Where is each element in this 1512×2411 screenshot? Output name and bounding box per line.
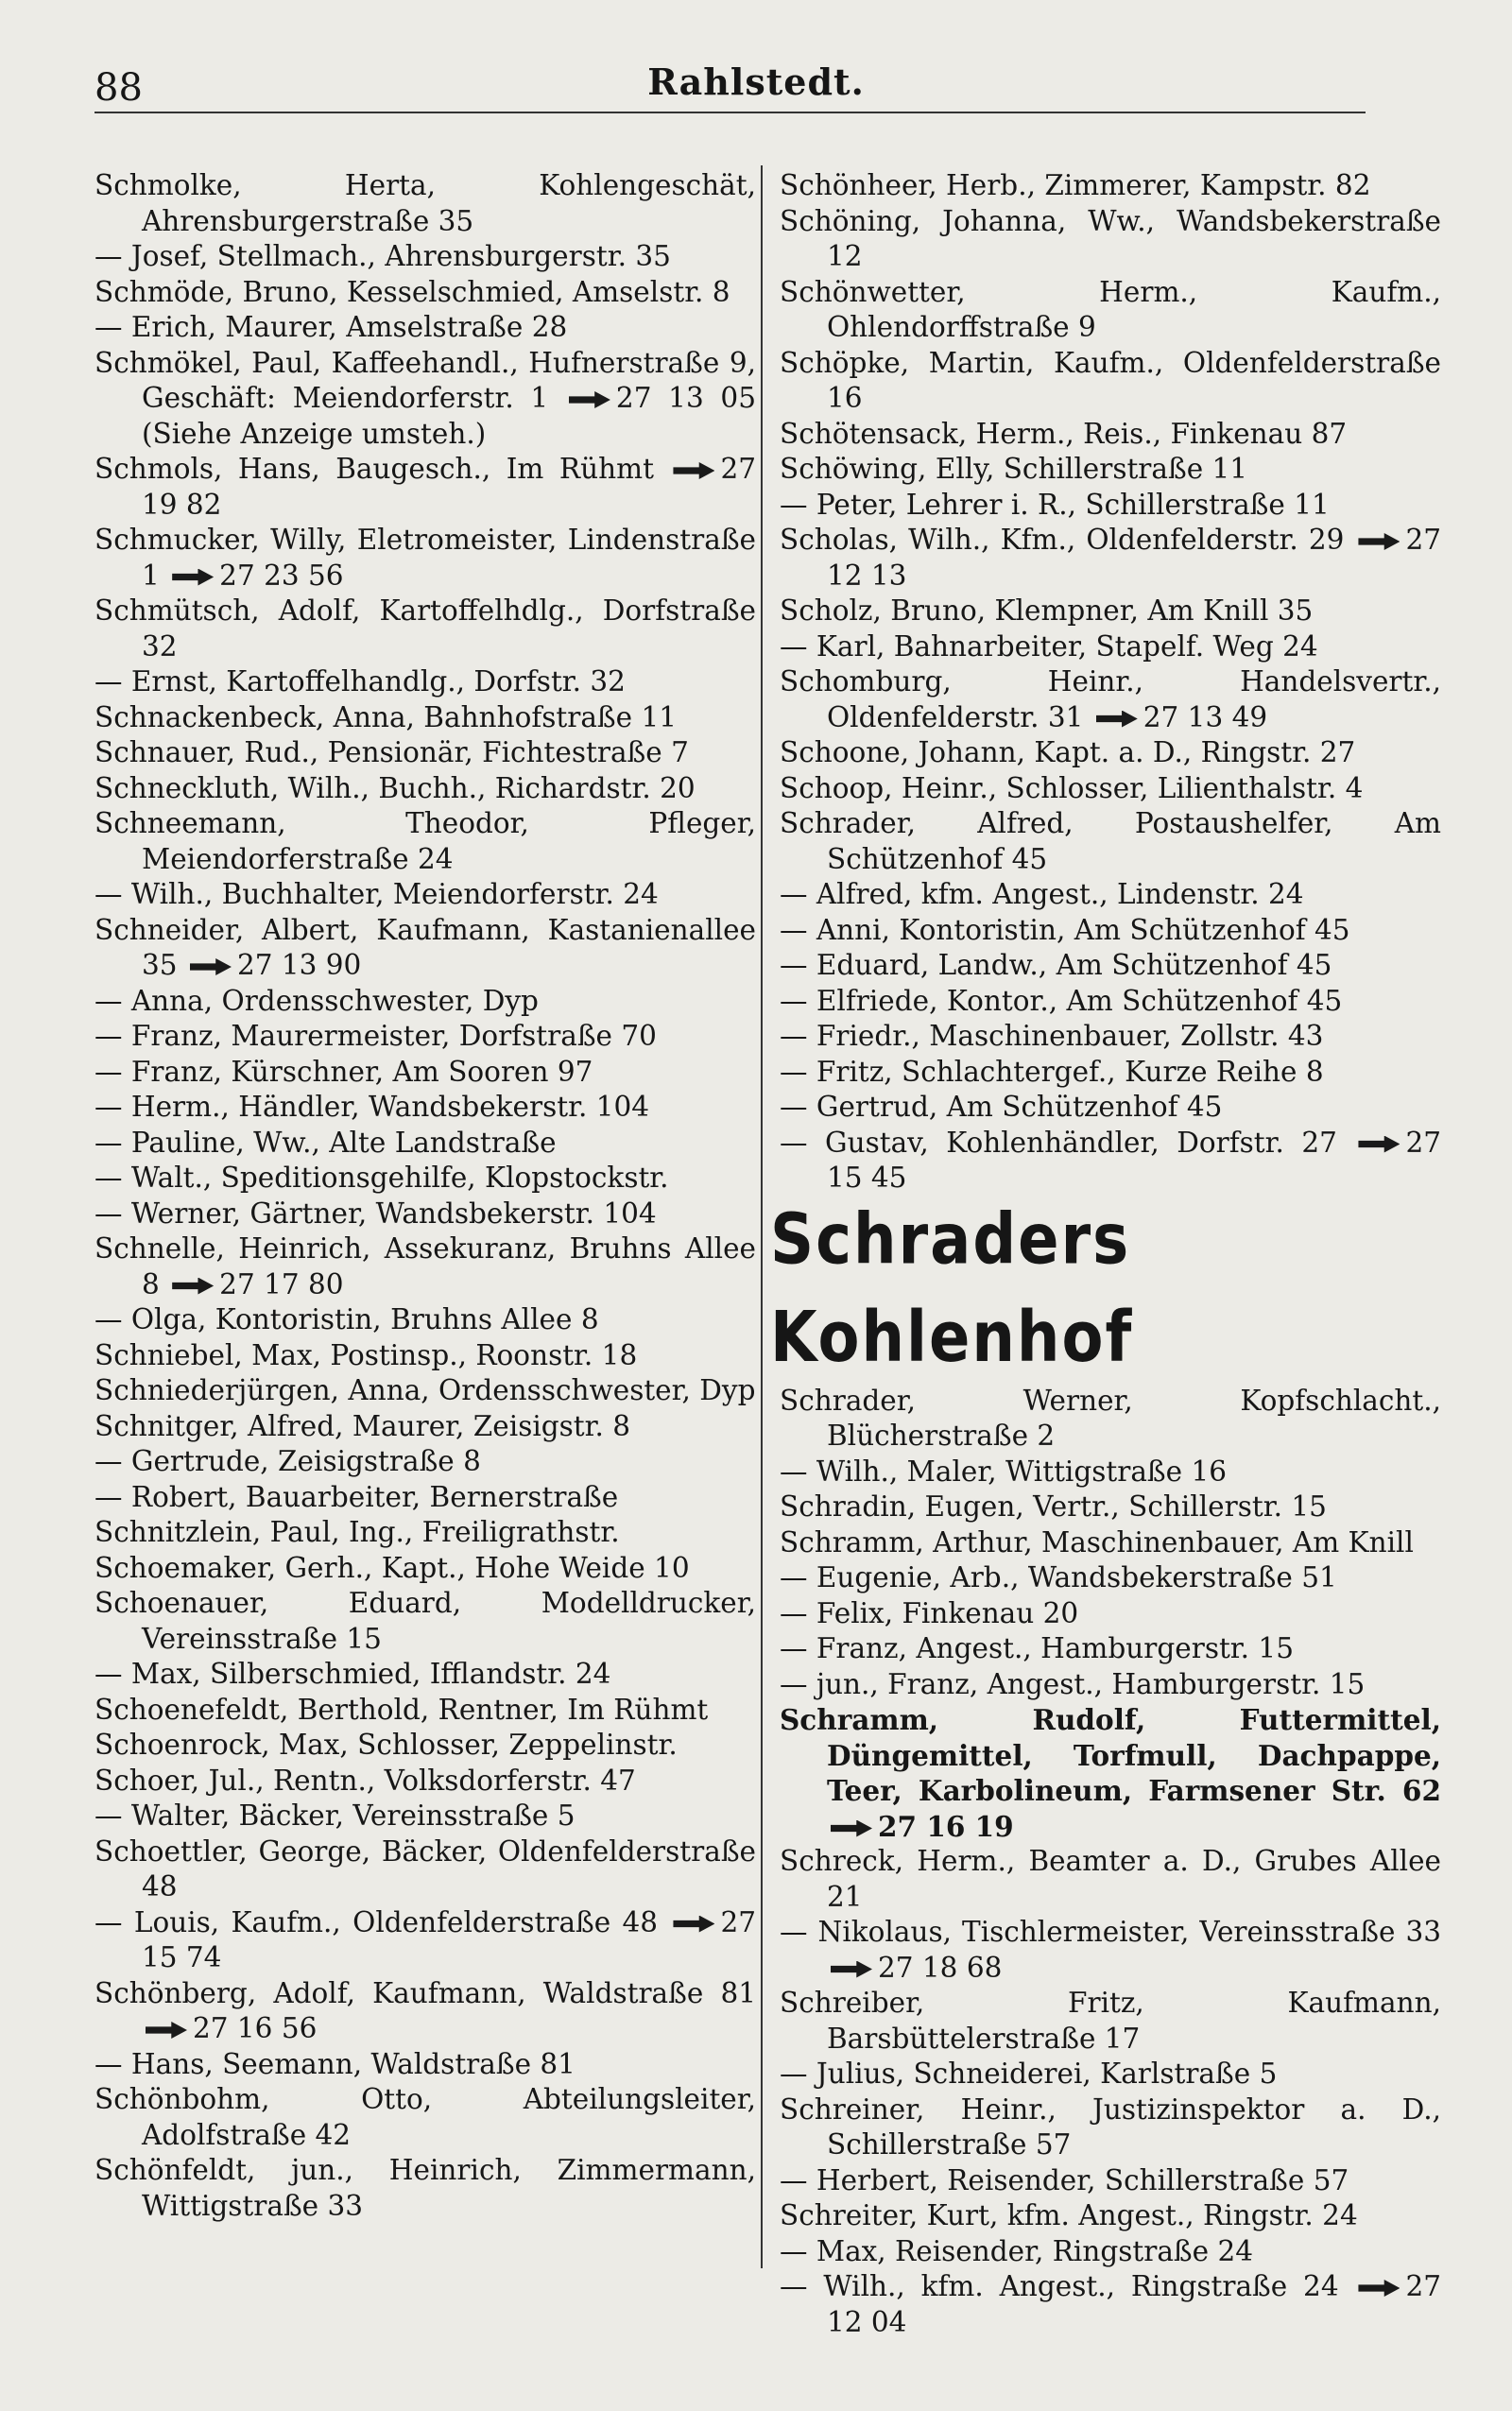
directory-entry — [94, 1905, 756, 1976]
directory-entry — [94, 1764, 756, 1800]
entry-text: — Olga, Kontoristin, Bruhns Allee 8 — [94, 1303, 599, 1335]
phone-number: 27 19 82 — [142, 453, 756, 521]
right-column-bottom — [780, 1384, 1441, 2341]
entry-text: Schnitger, Alfred, Maurer, Zeisigstr. 8 — [94, 1409, 631, 1442]
telephone-hand-icon — [673, 462, 714, 479]
directory-entry — [94, 877, 756, 913]
entry-text: — Franz, Maurermeister, Dorfstraße 70 — [94, 1020, 657, 1052]
directory-entry — [94, 275, 756, 311]
telephone-hand-icon — [1358, 2280, 1400, 2297]
entry-text: — Eduard, Landw., Am Schützenhof 45 — [780, 949, 1332, 981]
entry-text: Schmütsch, Adolf, Kartoffelhdlg., Dorfstraße 32 — [94, 594, 756, 663]
entry-text: Schoenauer, Eduard, Modelldrucker, Vereinsstraße 15 — [94, 1587, 756, 1655]
phone-number: 27 13 49 — [1143, 700, 1268, 733]
entry-text: Schniederjürgen, Anna, Ordensschwester, Dyp — [94, 1374, 756, 1406]
phone-number: 27 13 05 — [615, 382, 756, 414]
entry-text: — Herbert, Reisender, Schillerstraße 57 — [780, 2163, 1349, 2196]
entry-text: Schoenefeldt, Berthold, Rentner, Im Rühmt — [94, 1693, 709, 1726]
directory-entry — [94, 168, 756, 239]
entry-text: — Hans, Seemann, Waldstraße 81 — [94, 2047, 576, 2080]
entry-text: — Felix, Finkenau 20 — [780, 1596, 1079, 1629]
directory-entry — [780, 1126, 1441, 1197]
directory-entry — [94, 1480, 756, 1516]
entry-text: — Louis, Kaufm., Oldenfelderstraße 48 — [94, 1905, 659, 1938]
entry-text: Schneider, Albert, Kaufmann, Kastanienallee 35 — [94, 913, 756, 981]
entry-text: Schmökel, Paul, Kaffeehandl., Hufnerstraße 9, Geschäft: Meiendorferstr. 1 — [94, 346, 756, 414]
directory-entry — [94, 1231, 756, 1302]
telephone-hand-icon — [673, 1916, 714, 1933]
entry-text: — Erich, Maurer, Amselstraße 28 — [94, 311, 568, 343]
directory-entry — [94, 1302, 756, 1338]
entry-text: — Robert, Bauarbeiter, Bernerstraße — [94, 1480, 619, 1513]
directory-entry — [94, 1799, 756, 1834]
entry-text: — Max, Reisender, Ringstraße 24 — [780, 2234, 1254, 2267]
entry-text: — Fritz, Schlachtergef., Kurze Reihe 8 — [780, 1055, 1324, 1088]
directory-entry — [94, 1409, 756, 1445]
directory-entry — [780, 1844, 1441, 1915]
entry-text: Schomburg, Heinr., Handelsvertr., Oldenfelderstr. 31 — [780, 665, 1441, 733]
directory-entry — [780, 1490, 1441, 1525]
directory-entry — [94, 771, 756, 807]
directory-entry — [94, 1834, 756, 1905]
directory-entry — [94, 1586, 756, 1657]
entry-text: — Gertrude, Zeisigstraße 8 — [94, 1445, 481, 1477]
telephone-hand-icon — [831, 1820, 872, 1837]
directory-entry — [780, 1915, 1441, 1986]
entry-text: — Walt., Speditionsgehilfe, Klopstockstr. — [94, 1162, 669, 1194]
entry-text: — Julius, Schneiderei, Karlstraße 5 — [780, 2058, 1278, 2090]
directory-entry — [780, 275, 1441, 346]
left-column — [94, 168, 756, 2224]
telephone-hand-icon — [1358, 533, 1400, 550]
entry-text: — Anna, Ordensschwester, Dyp — [94, 984, 539, 1017]
directory-entry — [94, 523, 756, 594]
directory-entry — [94, 1515, 756, 1551]
right-column-top — [780, 168, 1441, 1197]
entry-text: — Gertrud, Am Schützenhof 45 — [780, 1091, 1223, 1123]
entry-text: — Elfriede, Kontor., Am Schützenhof 45 — [780, 984, 1343, 1017]
entry-text: Schmols, Hans, Baugesch., Im Rühmt — [94, 453, 654, 485]
directory-entry — [780, 204, 1441, 275]
telephone-hand-icon — [831, 1961, 872, 1978]
entry-text: — Josef, Stellmach., Ahrensburgerstr. 35 — [94, 240, 671, 272]
directory-entry — [94, 913, 756, 984]
directory-entry — [780, 664, 1441, 735]
directory-entry — [780, 168, 1441, 204]
phone-number: 27 23 56 — [219, 559, 344, 592]
entry-text: Schrader, Alfred, Postaushelfer, Am Schützenhof 45 — [780, 807, 1441, 875]
entry-text: Schönfeldt, jun., Heinrich, Zimmermann, Wittigstraße 33 — [94, 2154, 756, 2222]
directory-entry — [780, 735, 1441, 771]
entry-text: Schönwetter, Herm., Kaufm., Ohlendorffstraße 9 — [780, 275, 1441, 343]
directory-entry — [780, 2269, 1441, 2340]
phone-number: 27 18 68 — [878, 1951, 1003, 1984]
directory-entry — [94, 1161, 756, 1197]
telephone-hand-icon — [1096, 711, 1138, 728]
entry-text: Schönheer, Herb., Zimmerer, Kampstr. 82 — [780, 169, 1371, 201]
directory-entry — [780, 1560, 1441, 1596]
entry-text: Schnelle, Heinrich, Assekuranz, Bruhns Allee 8 — [94, 1232, 756, 1300]
entry-text: — Ernst, Kartoffelhandlg., Dorfstr. 32 — [94, 665, 626, 697]
entry-text: — Peter, Lehrer i. R., Schillerstraße 11 — [780, 488, 1330, 521]
directory-entry — [780, 346, 1441, 417]
entry-text: Schötensack, Herm., Reis., Finkenau 87 — [780, 417, 1348, 450]
telephone-hand-icon — [172, 1278, 214, 1295]
directory-entry — [94, 2153, 756, 2224]
directory-entry — [780, 1019, 1441, 1055]
directory-entry — [94, 700, 756, 736]
entry-text: Schreiter, Kurt, kfm. Angest., Ringstr. 24 — [780, 2199, 1358, 2231]
directory-entry — [780, 771, 1441, 807]
entry-text: — Nikolaus, Tischlermeister, Vereinsstraße 33 — [780, 1916, 1441, 1948]
directory-entry — [780, 1986, 1441, 2057]
directory-entry — [780, 2092, 1441, 2163]
entry-text: — Gustav, Kohlenhändler, Dorfstr. 27 — [780, 1126, 1337, 1159]
directory-entry — [780, 629, 1441, 665]
directory-entry — [94, 1338, 756, 1374]
entry-text: — Karl, Bahnarbeiter, Stapelf. Weg 24 — [780, 629, 1318, 663]
directory-entry — [780, 594, 1441, 629]
directory-entry — [94, 1090, 756, 1126]
directory-entry — [780, 2234, 1441, 2270]
entry-text: Schönbohm, Otto, Abteilungsleiter, Adolfstraße 42 — [94, 2083, 756, 2151]
directory-entry — [94, 1693, 756, 1729]
telephone-hand-icon — [569, 391, 610, 408]
directory-entry — [780, 1525, 1441, 1561]
entry-text: Schrader, Werner, Kopfschlacht., Blücherstraße 2 — [780, 1384, 1441, 1452]
entry-text: Schneemann, Theodor, Pfleger, Meiendorferstraße 24 — [94, 807, 756, 875]
directory-entry — [94, 984, 756, 1020]
directory-entry — [780, 1090, 1441, 1126]
phone-number: 27 15 74 — [142, 1905, 756, 1973]
directory-entry — [780, 452, 1441, 488]
entry-text: Schönberg, Adolf, Kaufmann, Waldstraße 81 — [94, 1976, 756, 2009]
entry-text: Schöwing, Elly, Schillerstraße 11 — [780, 453, 1248, 485]
entry-text: Schmucker, Willy, Eletromeister, Lindenstraße 1 — [94, 524, 756, 592]
directory-entry — [780, 1055, 1441, 1091]
phone-number: 27 12 04 — [827, 2270, 1441, 2338]
directory-entry — [94, 1976, 756, 2047]
entry-text: Schradin, Eugen, Vertr., Schillerstr. 15 — [780, 1490, 1327, 1523]
directory-entry — [94, 1728, 756, 1764]
phone-number: 27 16 56 — [193, 2012, 318, 2044]
directory-entry — [94, 1019, 756, 1055]
directory-entry — [780, 913, 1441, 949]
right-column — [770, 168, 1441, 2340]
phone-number: 27 15 45 — [827, 1126, 1441, 1194]
entry-text: Schreiber, Fritz, Kaufmann, Barsbüttelerstraße 17 — [780, 1987, 1441, 2055]
entry-text: Schöpke, Martin, Kaufm., Oldenfelderstraße 16 — [780, 346, 1441, 414]
directory-entry — [780, 488, 1441, 524]
telephone-hand-icon — [1358, 1136, 1400, 1153]
directory-entry — [780, 1455, 1441, 1490]
entry-text: — Eugenie, Arb., Wandsbekerstraße 51 — [780, 1561, 1337, 1593]
entry-text: Schoemaker, Gerh., Kapt., Hohe Weide 10 — [94, 1551, 690, 1584]
directory-entry — [94, 346, 756, 453]
entry-text: — Pauline, Ww., Alte Landstraße — [94, 1126, 557, 1159]
directory-entry — [780, 2057, 1441, 2092]
directory-entry — [94, 1055, 756, 1091]
entry-text: Schniebel, Max, Postinsp., Roonstr. 18 — [94, 1338, 638, 1371]
directory-entry — [780, 523, 1441, 594]
entry-text: Schneckluth, Wilh., Buchh., Richardstr. 20 — [94, 771, 696, 804]
entry-text: — Walter, Bäcker, Vereinsstraße 5 — [94, 1800, 576, 1832]
entry-text: — Herm., Händler, Wandsbekerstr. 104 — [94, 1091, 650, 1123]
entry-text: Schreck, Herm., Beamter a. D., Grubes Allee 21 — [780, 1845, 1441, 1913]
entry-text: Schoone, Johann, Kapt. a. D., Ringstr. 27 — [780, 736, 1356, 768]
telephone-hand-icon — [146, 2022, 187, 2039]
directory-entry — [94, 1197, 756, 1232]
directory-entry — [94, 806, 756, 877]
page-number: 88 — [94, 66, 143, 110]
entry-text: Schramm, Arthur, Maschinenbauer, Am Knill — [780, 1525, 1414, 1559]
directory-entry — [94, 239, 756, 275]
directory-entry — [94, 1373, 756, 1409]
directory-entry — [780, 806, 1441, 877]
running-head: Rahlstedt. — [647, 60, 865, 103]
entry-text: — Franz, Angest., Hamburgerstr. 15 — [780, 1632, 1294, 1664]
entry-text: Schoettler, George, Bäcker, Oldenfelderstraße 48 — [94, 1834, 756, 1903]
directory-entry — [94, 735, 756, 771]
entry-text: Schöning, Johanna, Ww., Wandsbekerstraße 12 — [780, 204, 1441, 272]
directory-entry — [94, 1551, 756, 1587]
header-rule — [94, 112, 1366, 113]
entry-text: — Wilh., kfm. Angest., Ringstraße 24 — [780, 2270, 1339, 2302]
entry-text: — Alfred, kfm. Angest., Lindenstr. 24 — [780, 878, 1304, 910]
entry-text: — Anni, Kontoristin, Am Schützenhof 45 — [780, 913, 1350, 946]
telephone-hand-icon — [190, 958, 232, 975]
directory-entry — [94, 310, 756, 346]
directory-entry — [780, 1384, 1441, 1455]
entry-text: Scholas, Wilh., Kfm., Oldenfelderstr. 29 — [780, 524, 1345, 556]
directory-entry — [780, 1667, 1441, 1703]
entry-text: — Friedr., Maschinenbauer, Zollstr. 43 — [780, 1020, 1324, 1052]
phone-number: 27 12 13 — [827, 524, 1441, 592]
column-divider — [761, 165, 763, 2268]
directory-entry — [780, 877, 1441, 913]
phone-number: 27 16 19 — [878, 1809, 1014, 1843]
phone-number: 27 13 90 — [236, 949, 362, 981]
directory-entry — [780, 1631, 1441, 1667]
directory-entry — [780, 417, 1441, 453]
entry-text: — Max, Silberschmied, Ifflandstr. 24 — [94, 1658, 611, 1690]
entry-text: Scholz, Bruno, Klempner, Am Knill 35 — [780, 594, 1314, 627]
directory-entry — [94, 2082, 756, 2153]
directory-entry — [94, 594, 756, 664]
entry-text: Schoop, Heinr., Schlosser, Lilienthalstr. 4 — [780, 771, 1364, 804]
directory-entry — [94, 664, 756, 700]
telephone-hand-icon — [172, 569, 214, 586]
entry-text: Schoenrock, Max, Schlosser, Zeppelinstr. — [94, 1729, 678, 1761]
entry-text: Schmöde, Bruno, Kesselschmied, Amselstr. 8 — [94, 275, 730, 308]
entry-text: — Wilh., Buchhalter, Meiendorferstr. 24 — [94, 878, 659, 910]
entry-text: Schramm, Rudolf, Futtermittel, Düngemittel, Torfmull, Dachpappe, Teer, Karbolineum, Farmsener Str. 62 — [780, 1703, 1441, 1807]
entry-text: — Franz, Kürschner, Am Sooren 97 — [94, 1055, 593, 1088]
directory-entry — [780, 2198, 1441, 2234]
directory-entry — [94, 1657, 756, 1693]
entry-text: Schnackenbeck, Anna, Bahnhofstraße 11 — [94, 700, 678, 733]
directory-entry — [94, 2047, 756, 2083]
directory-entry — [780, 1596, 1441, 1632]
entry-text: Schnauer, Rud., Pensionär, Fichtestraße 7 — [94, 736, 689, 768]
directory-entry — [780, 984, 1441, 1020]
entry-text: Schoer, Jul., Rentn., Volksdorferstr. 47 — [94, 1764, 636, 1797]
entry-text: Schreiner, Heinr., Justizinspektor a. D., Schillerstraße 57 — [780, 2092, 1441, 2161]
entry-text: Schmolke, Herta, Kohlengeschät, Ahrensburgerstraße 35 — [94, 169, 756, 237]
entry-text: Schnitzlein, Paul, Ing., Freiligrathstr. — [94, 1516, 620, 1548]
phone-number: 27 17 80 — [219, 1267, 344, 1300]
entry-text: — jun., Franz, Angest., Hamburgerstr. 15 — [780, 1667, 1366, 1700]
entry-text: — Werner, Gärtner, Wandsbekerstr. 104 — [94, 1197, 657, 1230]
directory-entry — [94, 1126, 756, 1162]
directory-entry — [94, 452, 756, 523]
advertisement-heading: Schraders Kohlenhof — [770, 1199, 1134, 1378]
entry-note: (Siehe Anzeige umsteh.) — [142, 417, 487, 450]
directory-entry — [780, 2163, 1441, 2199]
directory-entry — [780, 1702, 1441, 1844]
entry-text: — Wilh., Maler, Wittigstraße 16 — [780, 1455, 1228, 1488]
directory-entry — [780, 948, 1441, 984]
directory-entry — [94, 1444, 756, 1480]
